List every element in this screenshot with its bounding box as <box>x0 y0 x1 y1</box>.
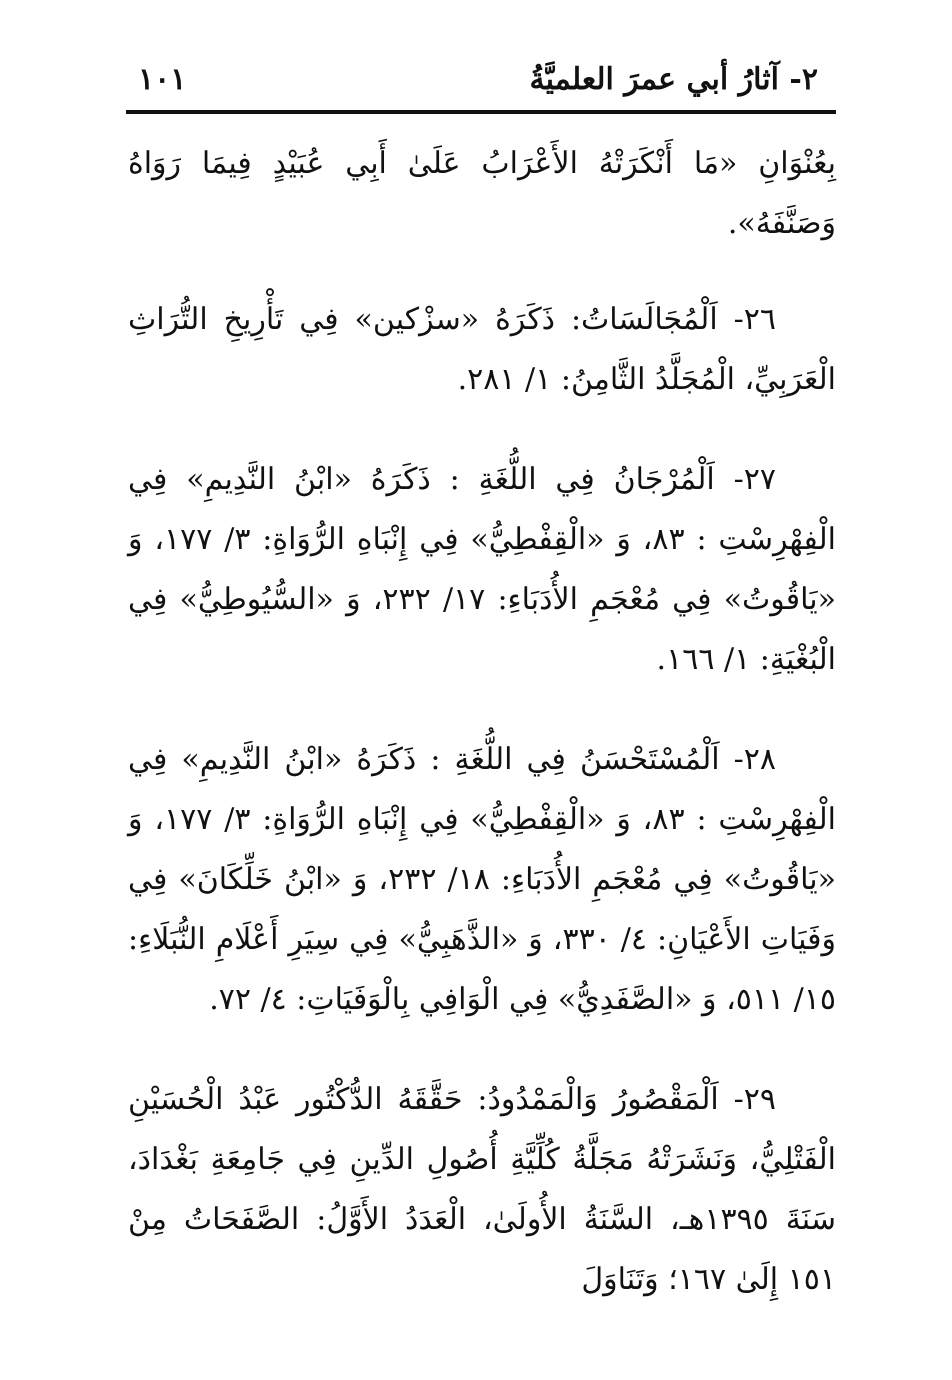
paragraph-entry-26: ٢٦- اَلْمُجَالَسَاتُ: ذَكَرَهُ «سزْكين» فِي تَأْرِيخِ التُّرَاثِ الْعَرَبِيِّ، الْمُجَلَّدُ الثَّامِنُ: ١/ ٢٨١. <box>128 302 836 397</box>
paragraph-entry-27: ٢٧- اَلْمُرْجَانُ فِي اللُّغَةِ : ذَكَرَهُ «ابْنُ النَّدِيمِ» فِي الْفِهْرِسْتِ : ٨٣، وَ «الْقِفْطِيُّ» فِي إِنْبَاهِ الرُّوَاةِ: ٣/ ١٧٧، وَ «يَاقُوتُ» فِي مُعْجَمِ الأُدَبَاءِ: ١٧/ ٢٣٢، وَ «السُّيُوطِيُّ» فِي الْبُغْيَةِ: ١/ ١٦٦. <box>128 462 837 677</box>
page-number: ١٠١ <box>138 62 187 97</box>
chapter-title: ٢- آثارُ أبي عمرَ العلميَّةُ <box>529 62 818 97</box>
running-header <box>126 54 836 106</box>
paragraph-continuation: بِعُنْوَانِ «مَا أَنْكَرَتْهُ الأَعْرَابُ عَلَىٰ أَبِي عُبَيْدٍ فِيمَا رَوَاهُ وَصَنَّفَهُ». <box>128 146 836 241</box>
body-text <box>128 134 836 1350</box>
paragraph-entry-29: ٢٩- اَلْمَقْصُورُ وَالْمَمْدُودُ: حَقَّقَهُ الدُّكْتُور عَبْدُ الْحُسَيْنِ الْفَتْلِيُّ، وَنَشَرَتْهُ مَجَلَّةُ كُلِّيَّةِ أُصُولِ الدِّينِ فِي جَامِعَةِ بَغْدَادَ، سَنَةَ ١٣٩٥هـ، السَّنَةُ الأُولَىٰ، الْعَدَدُ الأَوَّلُ: الصَّفَحَاتُ مِنْ ١٥١ إِلَىٰ ١٦٧؛ وَتَنَاوَلَ <box>128 1082 837 1297</box>
header-divider <box>126 110 836 114</box>
paragraph-entry-28: ٢٨- اَلْمُسْتَحْسَنُ فِي اللُّغَةِ : ذَكَرَهُ «ابْنُ النَّدِيمِ» فِي الْفِهْرِسْتِ : ٨٣، وَ «الْقِفْطِيُّ» فِي إِنْبَاهِ الرُّوَاةِ: ٣/ ١٧٧، وَ «يَاقُوتُ» فِي مُعْجَمِ الأُدَبَاءِ: ١٨/ ٢٣٢، وَ «ابْنُ خَلِّكَانَ» فِي وَفَيَاتِ الأَعْيَانِ: ٤/ ٣٣٠، وَ «الذَّهَبِيُّ» فِي سِيَرِ أَعْلَامِ النُّبَلَاءِ: ١٥/ ٥١١، وَ «الصَّفَدِيُّ» فِي الْوَافِي بِالْوَفَيَاتِ: ٤/ ٧٢. <box>128 742 837 1017</box>
